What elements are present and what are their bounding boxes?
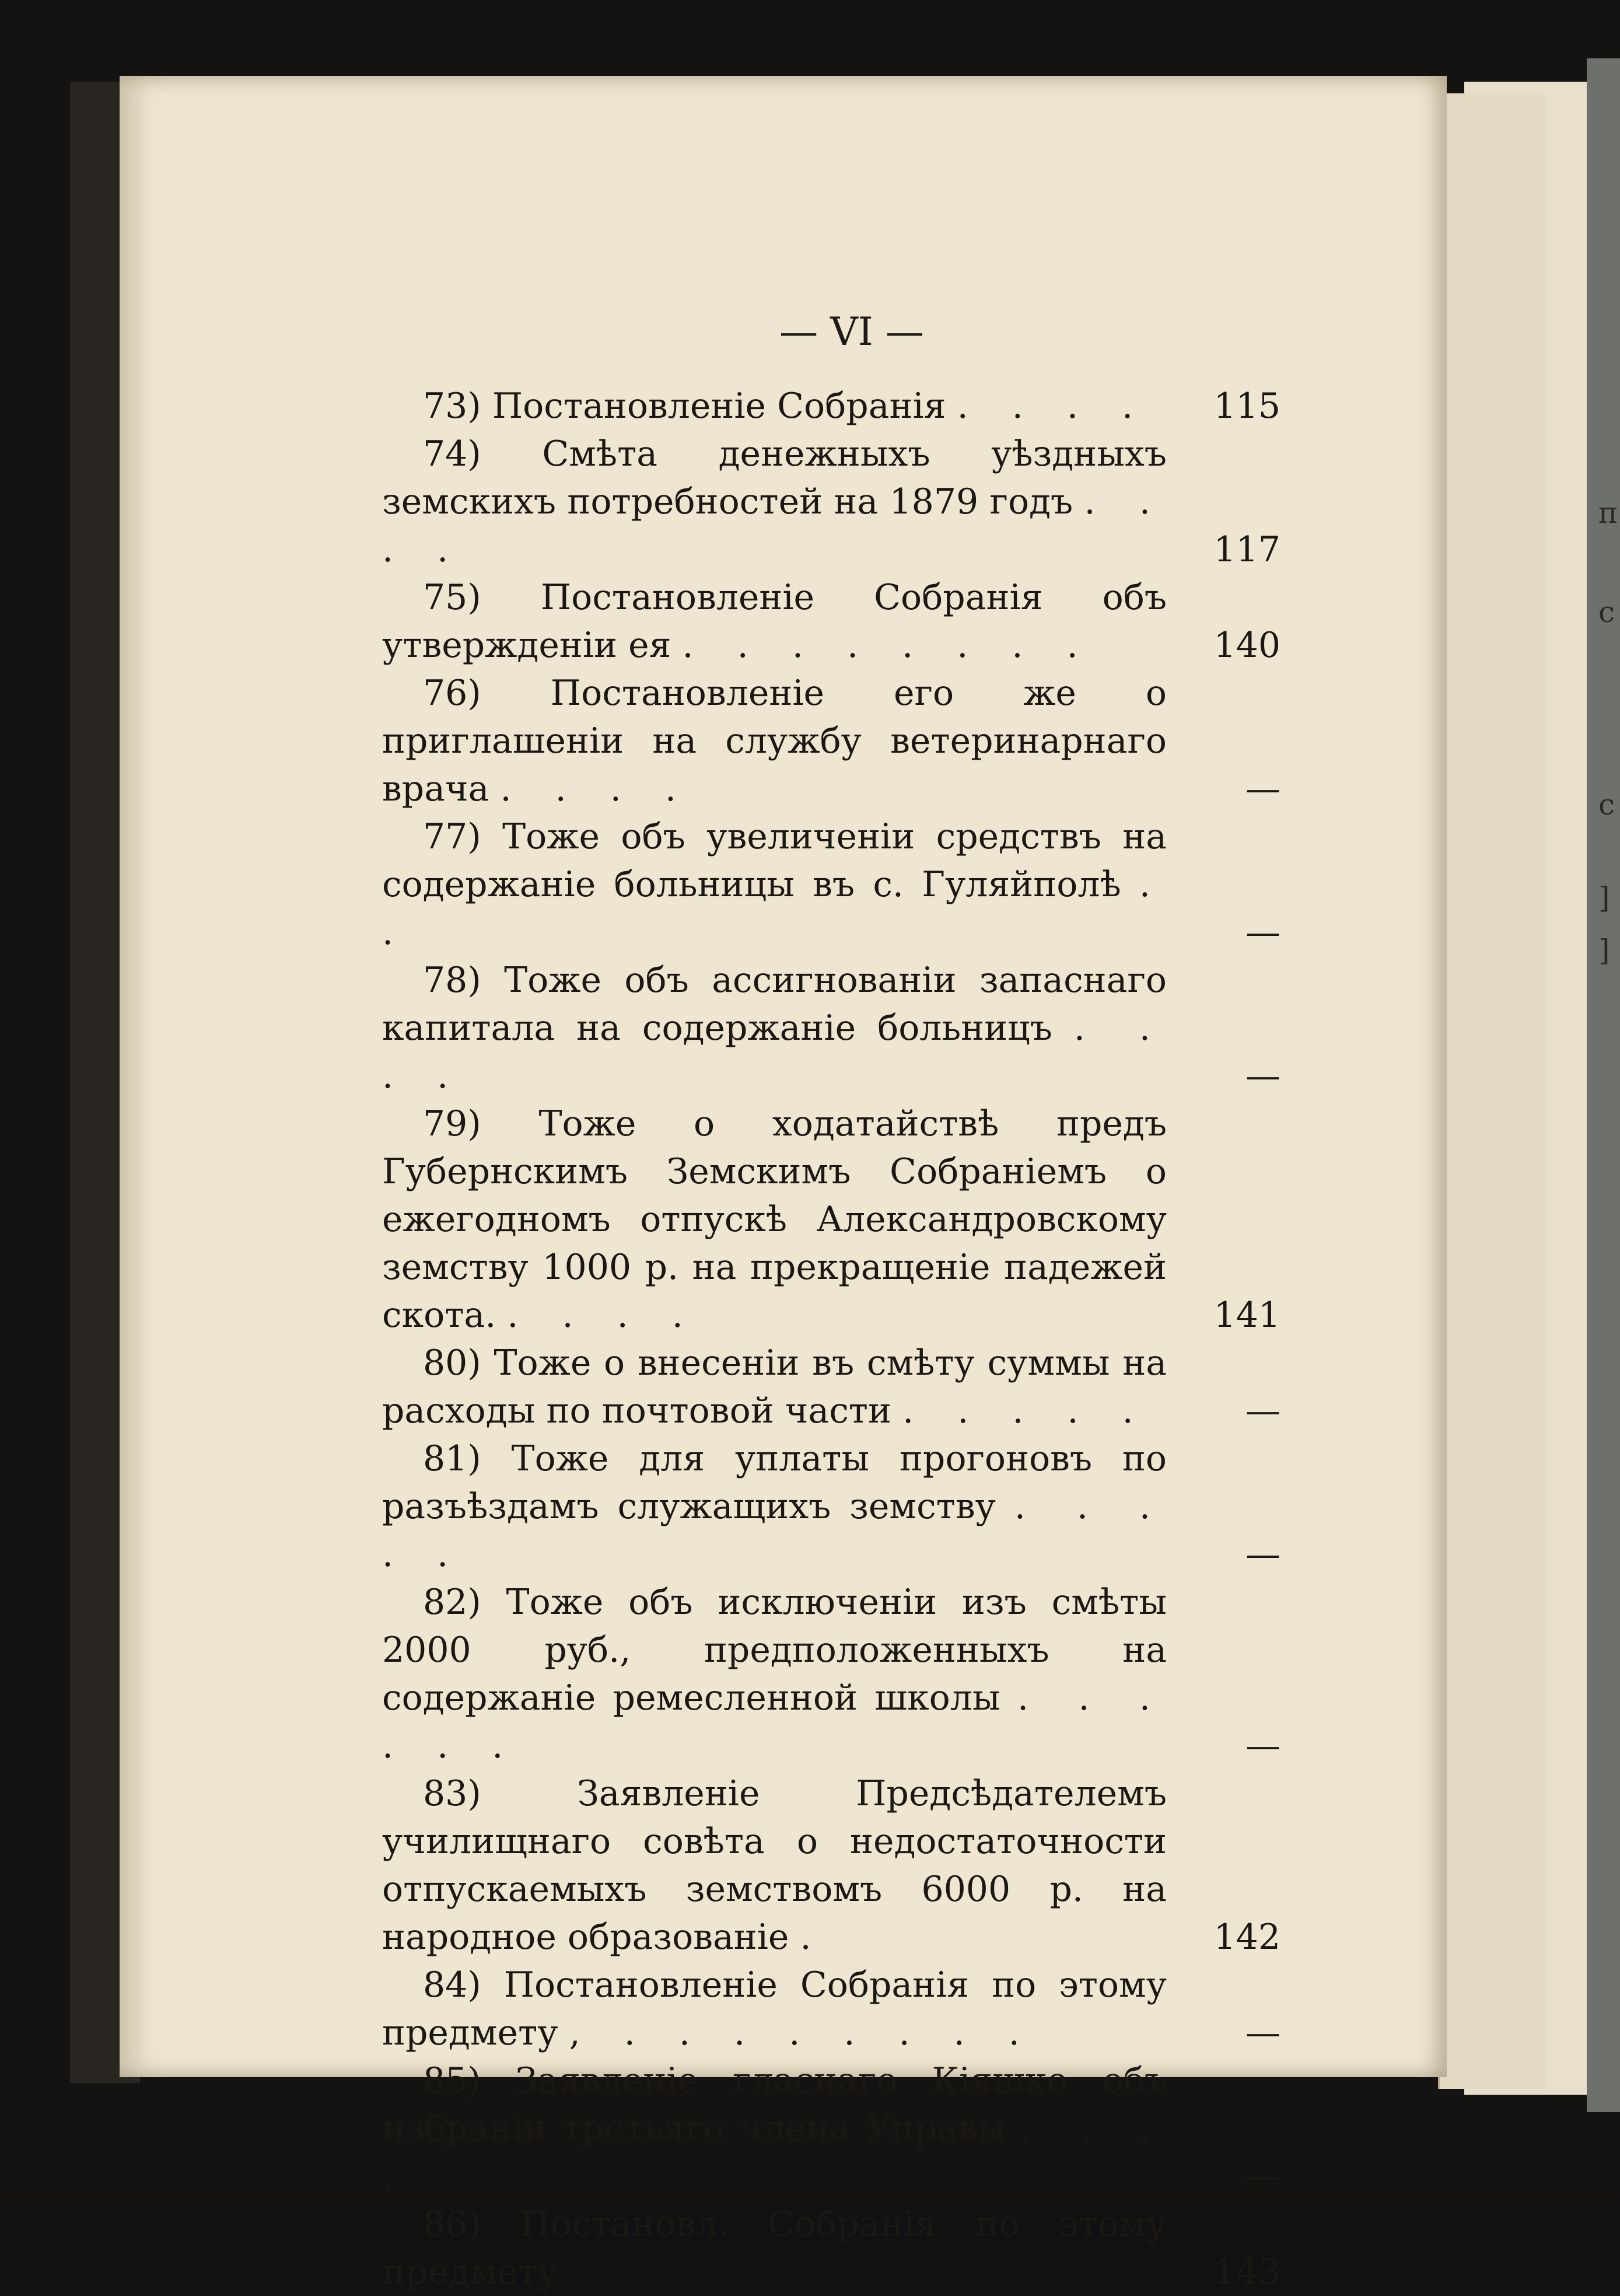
entry-page: 141 [1213, 1295, 1280, 1336]
entry-page: — [1245, 1534, 1280, 1575]
entry-title: Заявленіе Предсѣдателемъ училищнаго совѣта о недостаточности отпускаемыхъ земствомъ 6000 р. на народное образованіе [382, 1773, 1167, 1958]
dot-leader: . . . . [382, 481, 1167, 570]
toc-entry [382, 1578, 1280, 1770]
entry-number: 83) [423, 1773, 481, 1814]
dot-leader: . . . . [500, 768, 692, 809]
toc-entry [382, 2057, 1280, 2200]
dot-leader: , . . . . . . . . [569, 2012, 1036, 2053]
entry-page: 140 [1213, 625, 1280, 666]
entry-number: 81) [423, 1438, 481, 1479]
toc-entry [382, 1339, 1280, 1435]
entry-title: Смѣта денежныхъ уѣздныхъ земскихъ потребностей на 1879 годъ [382, 434, 1167, 522]
entry-page: — [1245, 912, 1280, 953]
entry-page: — [1245, 1390, 1280, 1431]
toc-entry [382, 574, 1280, 669]
toc-entry [382, 1100, 1280, 1339]
entry-number: 80) [423, 1343, 481, 1383]
entry-number: 75) [423, 577, 481, 618]
entry-number: 85) [423, 2060, 481, 2101]
entry-title: Тоже о внесеніи въ смѣту суммы на расходы по почтовой части [382, 1343, 1167, 1431]
toc-entry [382, 1961, 1280, 2057]
dot-leader: . . [382, 864, 1167, 953]
toc-entry [382, 669, 1280, 813]
page-edge [1438, 93, 1545, 2089]
entry-page: 117 [1213, 529, 1280, 570]
entry-page: — [1245, 1725, 1280, 1766]
entry-page: 115 [1213, 386, 1280, 427]
toc-entry [382, 1435, 1280, 1578]
entry-title: Постановленіе Собранія [492, 386, 946, 427]
entry-title: Тоже объ ассигнованіи запаснаго капитала на содержаніе больницъ [382, 960, 1167, 1049]
facing-page-fragment: ] [1598, 934, 1610, 967]
facing-page-fragment: ] [1598, 881, 1610, 915]
toc-entry [382, 382, 1280, 430]
entry-number: 84) [423, 1965, 481, 2005]
dot-leader: . . . . [507, 1295, 699, 1336]
entry-title: Тоже для уплаты прогоновъ по разъѣздамъ служащихъ земству [382, 1438, 1167, 1527]
entry-title: Постановленіе Собранія по этому предмету [382, 1965, 1167, 2053]
dot-leader: . . . . . [382, 1486, 1167, 1575]
entry-page: — [1245, 768, 1280, 809]
dot-leader: . . . . . [902, 1390, 1150, 1431]
dot-leader: . [800, 1917, 828, 1958]
toc-entry [382, 430, 1280, 574]
toc-entry [382, 956, 1280, 1100]
entry-title: Заявленіе гласнаго Кіяшко объ избраніи третьяго члена Управы [382, 2060, 1167, 2149]
toc-entry [382, 813, 1280, 956]
entry-title: Тоже о ходатайствѣ предъ Губернскимъ Земскимъ Собраніемъ о ежегодномъ отпускѣ Александровскому земству 1000 р. на прекращеніе падежей скота. [382, 1103, 1167, 1336]
entry-number: 76) [423, 673, 481, 714]
entry-page: — [1245, 2012, 1280, 2053]
entry-title: Тоже объ исключеніи изъ смѣты 2000 руб., предположенныхъ на содержаніе ремесленной школы [382, 1582, 1167, 1718]
entry-page: 143 [1213, 2252, 1280, 2292]
entry-page: 142 [1213, 1917, 1280, 1958]
entry-number: 78) [423, 960, 481, 1001]
toc-entry [382, 2200, 1280, 2296]
entry-title: Постановл. Собранія по этому предмету [382, 2204, 1167, 2292]
entry-title: Постановленіе его же о приглашеніи на службу ветеринарнаго врача [382, 673, 1167, 809]
facing-page-fragment: с [1598, 788, 1615, 822]
entry-number: 86) [423, 2204, 481, 2245]
entry-page: — [1245, 2156, 1280, 2197]
dot-leader: . . . . [382, 1008, 1167, 1096]
entry-title: Тоже объ увеличеніи средствъ на содержаніе больницы въ с. Гуляйполѣ [382, 816, 1167, 905]
dot-leader: . . . . [957, 386, 1150, 427]
table-of-contents [382, 382, 1280, 2296]
dot-leader: . . . . . . [382, 1678, 1167, 1766]
entry-number: 79) [423, 1103, 481, 1144]
page-number-header: — VI — [779, 309, 924, 354]
entry-title: Постановленіе Собранія объ утвержденіи ея [382, 577, 1167, 666]
entry-number: 82) [423, 1582, 481, 1623]
entry-number: 74) [423, 434, 481, 474]
entry-number: 73) [423, 386, 481, 427]
facing-page-fragment: с [1598, 595, 1615, 629]
entry-number: 77) [423, 816, 481, 857]
dot-leader: . . . . [382, 2108, 1167, 2197]
facing-page-fragment: п [1598, 496, 1618, 530]
dot-leader: . . . . . . . . [682, 625, 1094, 666]
toc-entry [382, 1770, 1280, 1961]
binding-edge [1587, 58, 1620, 2112]
entry-page: — [1245, 1056, 1280, 1096]
